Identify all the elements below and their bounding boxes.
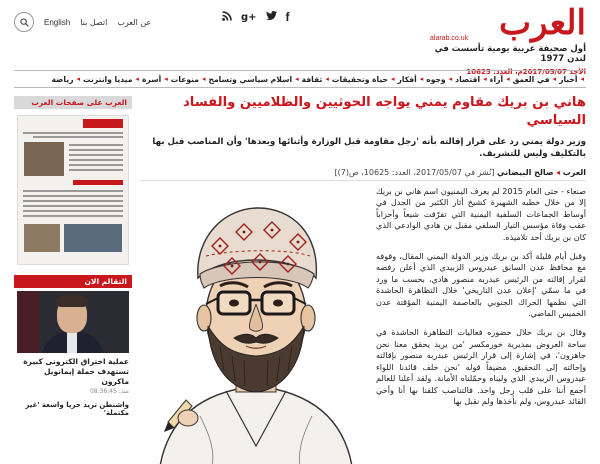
top-links <box>14 12 151 32</box>
nav-item-news[interactable]: أخبار <box>559 74 578 84</box>
thumb-image <box>24 224 60 252</box>
nav-item-family[interactable]: أسرة <box>141 74 162 84</box>
article <box>140 94 586 406</box>
site-tagline: أول صحيفة عربية يومية تأسست في لندن 1977 <box>434 44 586 64</box>
nav-item-misc[interactable]: منوعات <box>170 74 199 84</box>
article-paragraph: صنعاء - حتى العام 2015 لم يعرف اليمنيون اسم هاني بن بريك إلا من خلال خطبه الشهيرة كشيخ أثار الكثير من الجدل في أوساط الجماعات السلفية اليمنية التي تفرّقت شيعاً وأحزاباً عقب وفاة مؤسس التيار السلفي مقبل بن هادي الوادعي الذي كان بن بريك أحد تلاميذه. <box>376 186 586 242</box>
nav-item-faces[interactable]: وجوه <box>426 74 446 84</box>
paper-section-header: العرب على صفحات العرب <box>14 96 132 109</box>
thumb-line <box>23 195 123 197</box>
nav-separator-icon: ◂ <box>76 75 80 83</box>
nav-separator-icon: ◂ <box>135 75 139 83</box>
thumb-line <box>69 154 123 156</box>
nav-item-media[interactable]: ميديا وانترنت <box>82 74 133 84</box>
site-header <box>0 0 600 76</box>
article-published: [نُشر في 2017/05/07، العدد: 10625، ص(7)] <box>334 168 495 177</box>
article-paragraph: وقبل أيام قليلة أكد بن بريك وزير الدولة اليمني المقال، وقوفه مع محافظ عدن السابق عيدروس الزبيدي الذي أعلن رفضه لقرار إقالته من الرئيس عبدربه منصور هادي، بحسب ما ورد في ما سمّي 'إعلان عدن التاريخي' خلال التظاهرة الحاشدة التي نظمها الحراك الجنوبي بالعاصمة اليمنية المؤقتة عدن الخميس الماضي. <box>376 251 586 319</box>
about-link[interactable]: عن العرب <box>117 17 152 27</box>
search-button[interactable] <box>14 12 34 32</box>
contact-link[interactable]: اتصل بنا <box>80 17 108 27</box>
story-photo[interactable] <box>17 291 129 353</box>
facebook-icon[interactable]: f <box>285 10 290 24</box>
byline-marker-icon: ◂ <box>556 168 561 177</box>
thumb-image <box>24 142 64 176</box>
logo-url: alarab.co.uk <box>430 35 469 42</box>
nav-separator-icon: ◂ <box>390 75 395 83</box>
english-link[interactable]: English <box>44 17 71 27</box>
side-story-title-2[interactable]: واشنطن تريد حريا واسعة 'غير مكتملة' <box>25 401 129 417</box>
main-nav <box>14 70 586 88</box>
thumb-masthead <box>83 119 123 128</box>
side-story-time: منذ: 08:36:45 <box>89 388 129 395</box>
caricature-svg <box>140 186 372 464</box>
twitter-icon[interactable] <box>266 11 277 23</box>
thumb-line <box>69 159 123 161</box>
thumb-line <box>69 149 123 151</box>
article-cartoon-illustration <box>140 186 372 464</box>
nav-separator-icon: ◂ <box>552 75 557 83</box>
article-paragraph: وقال بن بريك خلال حضوره فعاليات التظاهرة الحاشدة في ساحة العروض بمديرية خورمكسر 'من يريد يحقق معنا نحن جاهزون'، في إشارة إلى قرار الرئيس عبدربه منصور بإقالته وإحالته إلى التحقيق. مضيفاً قوله 'نحن خلف قائدنا اللواء عيدروس الزبيدي الذي وليناه وحمّلناه الأمانة. ولقد أعلنا للعالم أجمع أننا على قلب رجل واحد. فالتناصب كلفنا بها أنا وأخي القائد عيدروس، ولم نأخذها ولم نقبل بها <box>376 327 586 406</box>
nav-item-economy[interactable]: اقتصاد <box>455 74 481 84</box>
nav-separator-icon: ◂ <box>164 75 168 83</box>
article-body <box>376 186 586 415</box>
article-subhead: وزير دولة يمني رد على قرار إقالته بأنه 'رجل مقاومة قبل الوزارة وأثنائها وبعدها' وأن المناصب قبل بها بالتكليف وليس للتشريف. <box>152 137 586 159</box>
site-logo[interactable]: العرب <box>499 3 586 43</box>
photo-background <box>17 291 39 353</box>
article-headline: هاني بن بريك مقاوم يمني يواجه الحوثيين والظلاميين والفساد السياسي <box>182 95 586 128</box>
thumb-red-bar <box>73 180 123 185</box>
article-source[interactable]: العرب <box>562 168 586 177</box>
logo-block[interactable] <box>426 3 586 76</box>
article-author[interactable]: صالح البيضاني <box>497 168 554 177</box>
thumb-line <box>69 164 123 166</box>
sidebar <box>14 96 132 417</box>
nav-separator-icon: ◂ <box>295 75 299 83</box>
newspaper-page-thumbnail[interactable] <box>17 115 129 265</box>
nav-item-ideas[interactable]: أفكار <box>397 74 417 84</box>
nav-item-sports[interactable]: رياضة <box>51 74 74 84</box>
nav-separator-icon: ◂ <box>506 75 510 83</box>
nav-separator-icon: ◂ <box>201 75 206 83</box>
article-byline <box>140 168 586 181</box>
nav-item-culture[interactable]: ثقافة <box>301 74 323 84</box>
nav-item-in-depth[interactable]: في العمق <box>512 74 550 84</box>
thumb-line <box>33 136 123 138</box>
thumb-image <box>64 224 122 252</box>
thumb-line <box>23 132 123 134</box>
nav-item-life[interactable]: حياة وتحقيقات <box>331 74 388 84</box>
nav-item-political-islam[interactable]: اسلام سياسي وتسامح <box>208 74 293 84</box>
issue-dateline: الأحد 2017/05/07م، العدد: 10625 <box>466 68 586 76</box>
search-icon <box>20 18 29 27</box>
thumb-line <box>69 144 123 146</box>
rss-icon[interactable] <box>222 11 232 24</box>
nav-item-opinions[interactable]: آراء <box>489 74 504 84</box>
thumb-line <box>23 215 123 217</box>
thumb-line <box>69 169 123 171</box>
photo-hair <box>56 294 88 307</box>
photo-shirt <box>67 331 77 353</box>
nav-separator-icon: ◂ <box>419 75 424 83</box>
thumb-line <box>23 190 123 192</box>
thumb-line <box>23 205 123 207</box>
nav-separator-icon: ◂ <box>580 75 584 83</box>
latest-section-header: التقالم الان <box>14 275 132 288</box>
side-story-title[interactable]: عملية اختراق الكترونى كبيرة تستهدف حملة إيمانويل ماكرون <box>23 357 129 386</box>
nav-separator-icon: ◂ <box>448 75 453 83</box>
nav-separator-icon: ◂ <box>325 75 329 83</box>
social-links <box>222 10 290 24</box>
nav-separator-icon: ◂ <box>483 75 487 83</box>
thumb-line <box>23 210 123 212</box>
google-plus-icon[interactable]: g+ <box>241 11 257 23</box>
thumb-line <box>23 200 123 202</box>
